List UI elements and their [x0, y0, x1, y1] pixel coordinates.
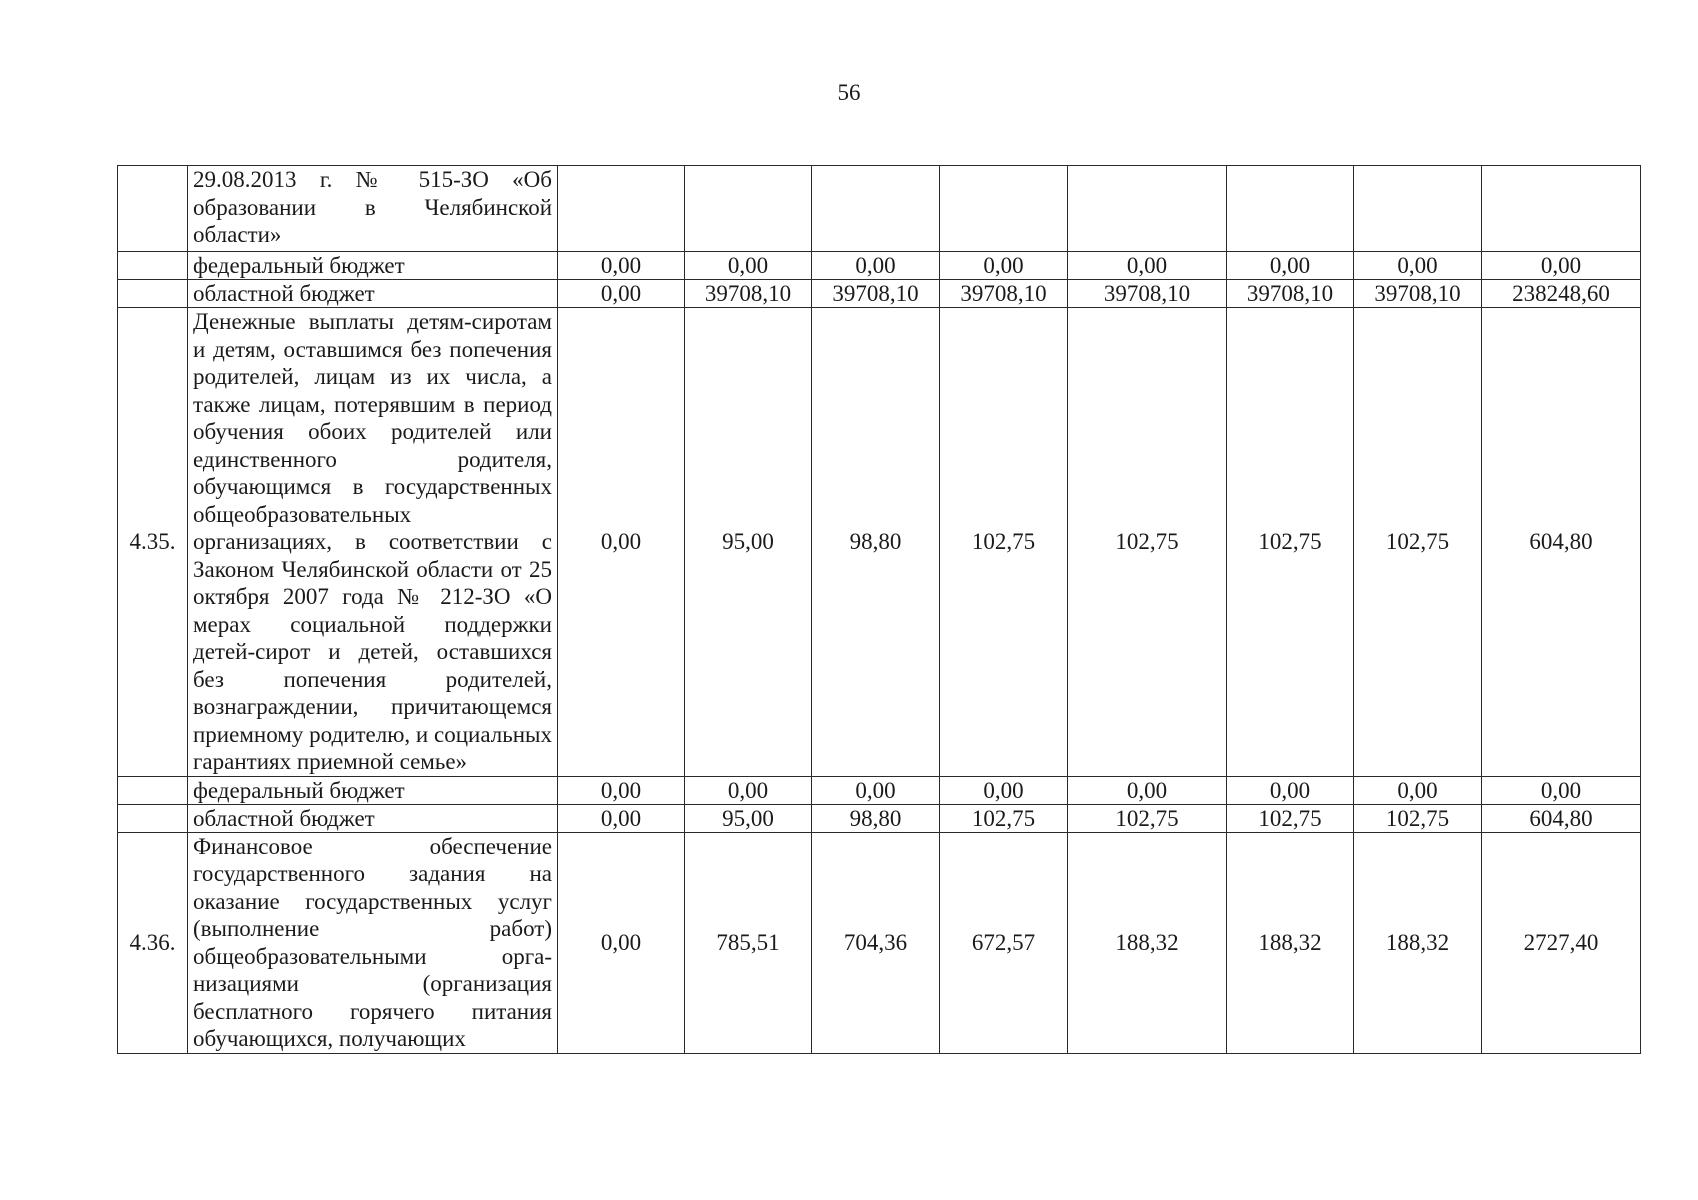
- value-cell-col-2: 785,51: [685, 832, 812, 1053]
- value-cell-col-5: [1068, 166, 1227, 252]
- row-description: областной бюджет: [188, 804, 558, 832]
- table-row: [118, 308, 1641, 777]
- value-cell-col-2: 0,00: [685, 252, 812, 280]
- value-cell-col-5: 0,00: [1068, 776, 1227, 804]
- value-cell-col-4: 39708,10: [940, 280, 1068, 308]
- value-cell-col-7: 39708,10: [1354, 280, 1482, 308]
- value-cell-col-2: 95,00: [685, 804, 812, 832]
- value-cell-col-7: 0,00: [1354, 776, 1482, 804]
- value-cell-col-6: [1227, 166, 1354, 252]
- row-description: федеральный бюджет: [188, 252, 558, 280]
- value-cell-col-4: 102,75: [940, 308, 1068, 777]
- value-cell-col-4: 0,00: [940, 776, 1068, 804]
- table-row: [118, 804, 1641, 832]
- row-description: 29.08.2013 г. № 515-ЗО «Об образовании в Челябинской области»: [188, 166, 558, 252]
- value-cell-col-4: 672,57: [940, 832, 1068, 1053]
- value-cell-col-8: 604,80: [1482, 308, 1641, 777]
- value-cell-col-6: 39708,10: [1227, 280, 1354, 308]
- value-cell-col-1: 0,00: [558, 804, 685, 832]
- value-cell-col-2: 95,00: [685, 308, 812, 777]
- value-cell-col-5: 188,32: [1068, 832, 1227, 1053]
- table-row: [118, 832, 1641, 1053]
- value-cell-col-1: [558, 166, 685, 252]
- value-cell-col-8: 2727,40: [1482, 832, 1641, 1053]
- table-row: [118, 280, 1641, 308]
- value-cell-col-8: 0,00: [1482, 252, 1641, 280]
- value-cell-col-6: 0,00: [1227, 252, 1354, 280]
- row-description: Денежные выплаты детям-сиротам и детям, оставшимся без попечения родителей, лицам из их числа, а также лицам, потерявшим в период обучения обоих родителей или единственного родителя, обучающимся в государственных общеобразовательных организациях, в соответствии с Законом Челябинской области от 25 октября 2007 года № 212-ЗО «О мерах социальной поддержки детей-сирот и детей, оставшихся без попечения родителей, вознаграждении, причитающемся приемному родителю, и социальных гарантиях приемной семье»: [188, 308, 558, 777]
- value-cell-col-4: 0,00: [940, 252, 1068, 280]
- value-cell-col-1: 0,00: [558, 280, 685, 308]
- value-cell-col-8: 238248,60: [1482, 280, 1641, 308]
- row-index: 4.35.: [118, 308, 188, 777]
- row-index: [118, 804, 188, 832]
- value-cell-col-3: 39708,10: [812, 280, 940, 308]
- value-cell-col-6: 102,75: [1227, 308, 1354, 777]
- table-row: [118, 252, 1641, 280]
- row-index: [118, 252, 188, 280]
- row-index: [118, 280, 188, 308]
- value-cell-col-4: 102,75: [940, 804, 1068, 832]
- value-cell-col-8: 604,80: [1482, 804, 1641, 832]
- value-cell-col-6: 102,75: [1227, 804, 1354, 832]
- value-cell-col-7: [1354, 166, 1482, 252]
- value-cell-col-7: 102,75: [1354, 308, 1482, 777]
- value-cell-col-5: 39708,10: [1068, 280, 1227, 308]
- value-cell-col-2: 0,00: [685, 776, 812, 804]
- value-cell-col-1: 0,00: [558, 832, 685, 1053]
- value-cell-col-3: 0,00: [812, 252, 940, 280]
- value-cell-col-3: [812, 166, 940, 252]
- value-cell-col-3: 704,36: [812, 832, 940, 1053]
- value-cell-col-8: 0,00: [1482, 776, 1641, 804]
- value-cell-col-5: 102,75: [1068, 308, 1227, 777]
- value-cell-col-8: [1482, 166, 1641, 252]
- row-description: федеральный бюджет: [188, 776, 558, 804]
- row-index: [118, 166, 188, 252]
- value-cell-col-4: [940, 166, 1068, 252]
- row-index: [118, 776, 188, 804]
- table-row: [118, 776, 1641, 804]
- value-cell-col-7: 188,32: [1354, 832, 1482, 1053]
- value-cell-col-1: 0,00: [558, 308, 685, 777]
- value-cell-col-2: [685, 166, 812, 252]
- row-description: областной бюджет: [188, 280, 558, 308]
- value-cell-col-7: 0,00: [1354, 252, 1482, 280]
- value-cell-col-6: 0,00: [1227, 776, 1354, 804]
- value-cell-col-6: 188,32: [1227, 832, 1354, 1053]
- budget-table: [117, 165, 1641, 1054]
- row-description: Финансовое обеспечение государственного задания на оказание государственных услуг (выполнение работ) общеобразовательными орга-низациями (организация бесплатного горячего питания обучающихся, получающих: [188, 832, 558, 1053]
- value-cell-col-3: 0,00: [812, 776, 940, 804]
- value-cell-col-3: 98,80: [812, 308, 940, 777]
- row-index: 4.36.: [118, 832, 188, 1053]
- page-number: 56: [837, 80, 861, 105]
- value-cell-col-7: 102,75: [1354, 804, 1482, 832]
- value-cell-col-5: 0,00: [1068, 252, 1227, 280]
- value-cell-col-2: 39708,10: [685, 280, 812, 308]
- value-cell-col-5: 102,75: [1068, 804, 1227, 832]
- value-cell-col-1: 0,00: [558, 252, 685, 280]
- table-row: [118, 166, 1641, 252]
- value-cell-col-3: 98,80: [812, 804, 940, 832]
- value-cell-col-1: 0,00: [558, 776, 685, 804]
